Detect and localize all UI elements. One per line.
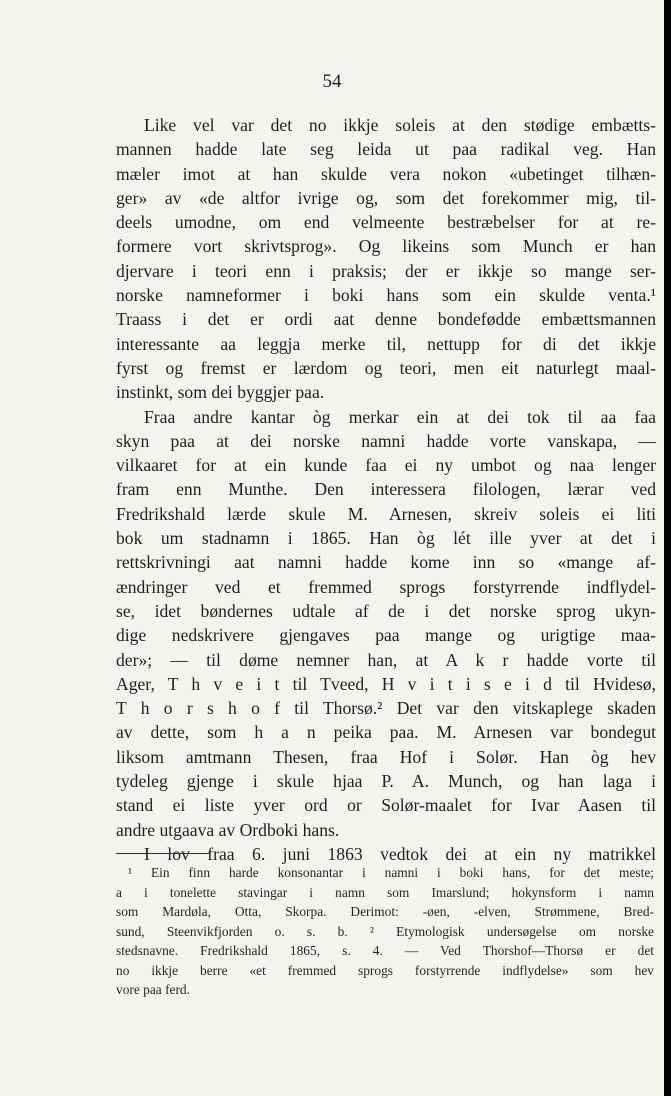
- text-line: der»; — til døme nemner han, at A k r hadde vorte til: [116, 649, 656, 670]
- text-line: Traass i det er ordi aat denne bondefødde embættsmannen: [116, 309, 656, 330]
- text-line: deels umodne, om end velmeente bestræbelser for at re-: [116, 212, 656, 233]
- text-line: Fredrikshald lærde skule M. Arnesen, skreiv soleis ei liti: [116, 503, 656, 524]
- text-line: tydeleg gjenge i skule hjaa P. A. Munch, og han laga i: [116, 771, 656, 792]
- text-line: I lov fraa 6. juni 1863 vedtok dei at ein ny matrikkel: [144, 843, 656, 864]
- text-line: andre utgaava av Ordboki hans.: [116, 819, 340, 840]
- text-line: instinkt, som dei byggjer paa.: [116, 382, 325, 403]
- text-line: mannen hadde late seg leida ut paa radikal veg. Han: [116, 139, 656, 160]
- footnote-line: som Mardøla, Otta, Skorpa. Derimot: -øen, -elven, Strømmene, Bred-: [116, 904, 654, 919]
- text-line: fyrst og fremst er lærdom og teori, men eit naturlegt maal-: [116, 357, 656, 378]
- text-line: stand ei liste yver ord or Solør-maalet for Ivar Aasen til: [116, 795, 656, 816]
- text-line: T h o r s h o f til Thorsø.² Det var den vitskaplege skaden: [116, 698, 656, 719]
- text-line: se, idet bøndernes udtale af de i det norske sprog ukyn-: [116, 600, 656, 621]
- text-line: dige nedskrivere gjengaves paa mange og urigtige maa-: [116, 625, 656, 646]
- body-text: [116, 113, 656, 866]
- text-line: fram enn Munthe. Den interessera filologen, lærar ved: [116, 479, 656, 500]
- text-line: interessante aa leggja merke til, nettupp for di det ikkje: [116, 333, 656, 354]
- footnote-line: a i tonelette stavingar i namn som Imarslund; hokynsform i namn: [116, 884, 654, 900]
- text-line: Ager, T h v e i t til Tveed, H v i t i s e i d til Hvidesø,: [116, 673, 656, 694]
- text-line: norske namneformer i boki hans som ein skulde venta.¹: [116, 285, 656, 306]
- footnote-line: sund, Steenvikfjorden o. s. b. ² Etymologisk undersøgelse om norske: [116, 923, 654, 939]
- text-line: Fraa andre kantar òg merkar ein at dei tok til aa faa: [144, 406, 656, 427]
- footnotes: [116, 863, 654, 1000]
- text-line: bok um stadnamn i 1865. Han òg lét ille yver at det i: [116, 528, 656, 549]
- footnote-line: no ikkje berre «et fremmed sprogs forstyrrende indflydelse» som hev: [116, 962, 654, 978]
- text-line: skyn paa at dei norske namni hadde vorte vanskapa, —: [116, 430, 656, 451]
- footnote-divider: [116, 853, 210, 854]
- footnote-line: stedsnavne. Fredrikshald 1865, s. 4. — Ved Thorshof—Thorsø er det: [116, 943, 654, 958]
- text-line: mæler imot at han skulde vera nokon «ubetinget tilhæn-: [116, 163, 656, 184]
- text-line: vilkaaret for at ein kunde faa ei ny umbot og naa lenger: [116, 455, 656, 476]
- text-line: av dette, som h a n peika paa. M. Arnesen var bondegut: [116, 722, 656, 743]
- text-line: Like vel var det no ikkje soleis at den stødige embætts-: [144, 115, 656, 135]
- footnote-line: ¹ Ein finn harde konsonantar i namni i boki hans, for det meste;: [128, 865, 654, 880]
- text-line: formere vort skrivtsprog». Og likeins som Munch er han: [116, 236, 656, 257]
- text-line: rettskrivningi aat namni hadde kome inn so «mange af-: [116, 552, 656, 573]
- text-line: ger» av «de altfor ivrige og, som det forekommer mig, til-: [116, 187, 656, 208]
- text-line: liksom amtmann Thesen, fraa Hof i Solør. Han òg hev: [116, 746, 656, 767]
- text-line: ændringer ved et fremmed sprogs forstyrrende indflydel-: [116, 576, 656, 597]
- text-line: djervare i teori enn i praksis; der er ikkje so mange ser-: [116, 260, 656, 281]
- scan-right-edge: [664, 0, 671, 1096]
- footnote-line: vore paa ferd.: [116, 982, 190, 997]
- page-number: 54: [322, 71, 342, 92]
